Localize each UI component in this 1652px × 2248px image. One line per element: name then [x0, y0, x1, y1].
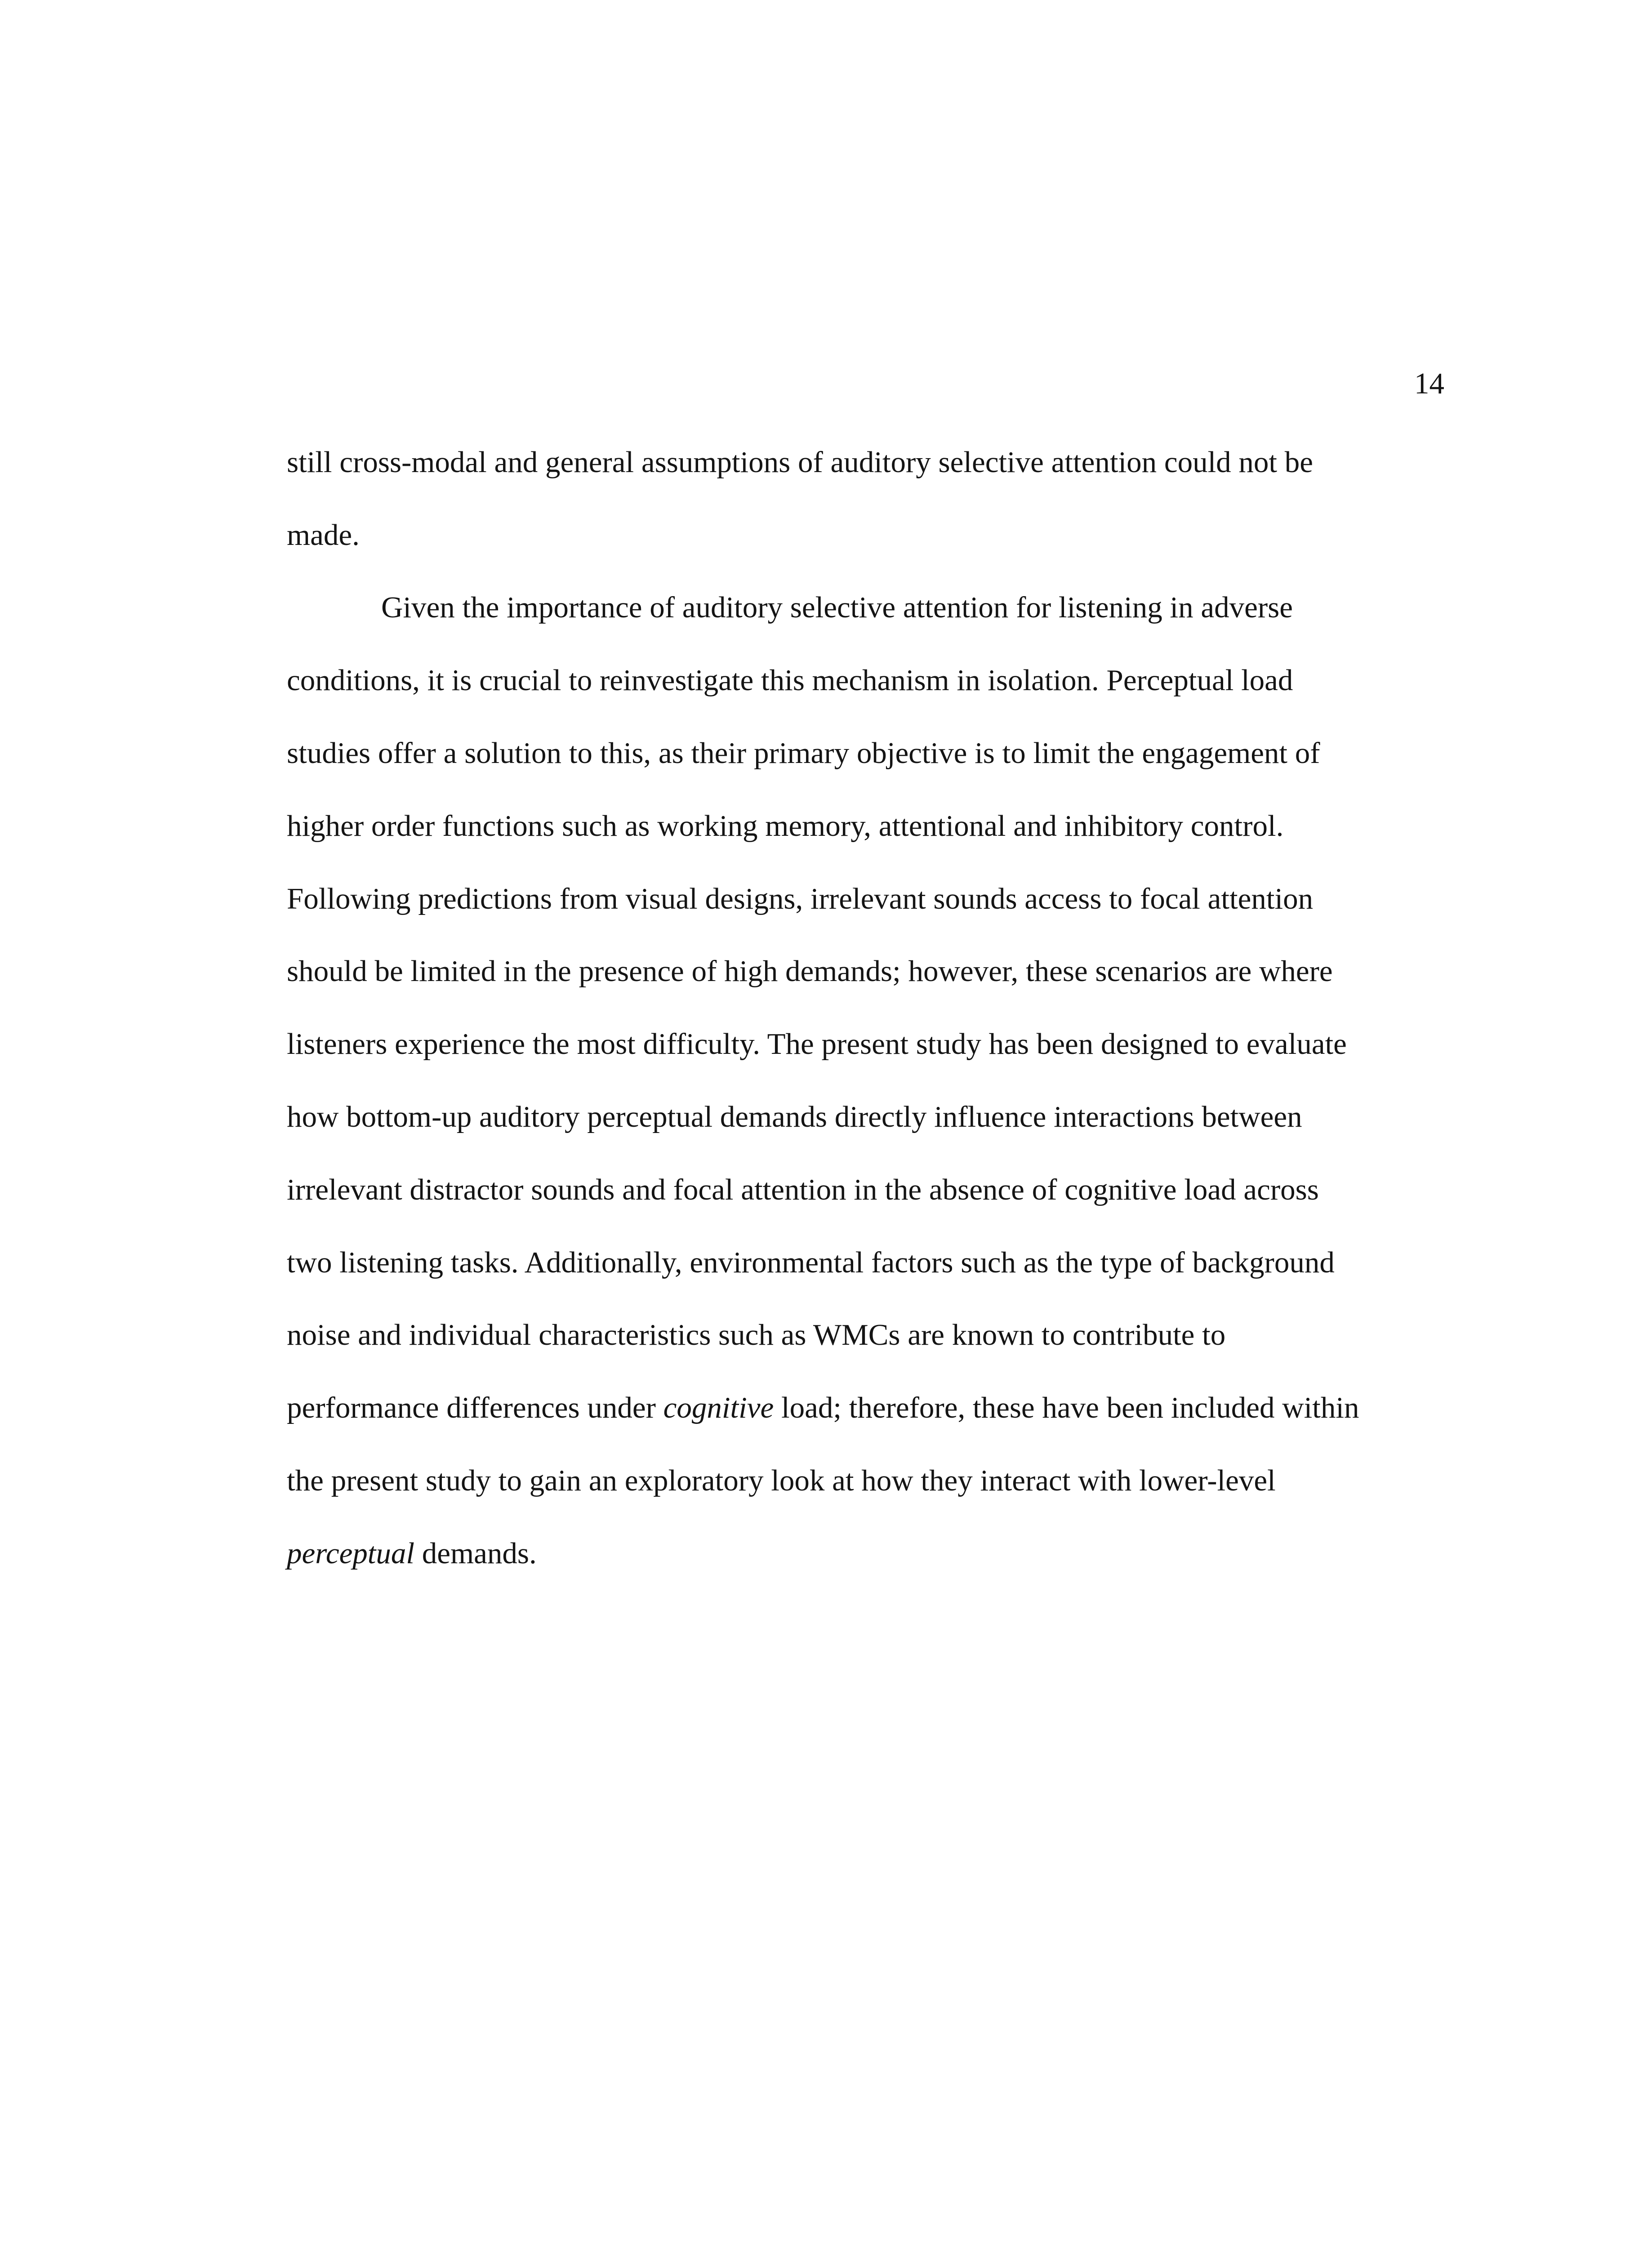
- page-number: 14: [1414, 367, 1444, 400]
- text-run: load; therefore, these have been included within: [774, 1391, 1359, 1424]
- text-line: noise and individual characteristics such as WMCs are known to contribute to: [287, 1318, 1226, 1351]
- emphasized-word: perceptual: [287, 1537, 415, 1570]
- text-line: higher order functions such as working memory, attentional and inhibitory control.: [287, 809, 1284, 843]
- text-run: performance differences under: [287, 1391, 663, 1424]
- emphasized-word: cognitive: [663, 1391, 774, 1424]
- text-line: listeners experience the most difficulty. The present study has been designed to evaluate: [287, 1027, 1347, 1061]
- text-line: how bottom-up auditory perceptual demands directly influence interactions between: [287, 1100, 1302, 1133]
- paragraph-first-line: Given the importance of auditory selective attention for listening in adverse: [381, 591, 1293, 624]
- text-line: conditions, it is crucial to reinvestigate this mechanism in isolation. Perceptual load: [287, 664, 1293, 697]
- text-line: made.: [287, 518, 360, 552]
- text-line: should be limited in the presence of high demands; however, these scenarios are where: [287, 955, 1333, 988]
- text-run: demands.: [414, 1537, 537, 1570]
- text-line: Following predictions from visual designs, irrelevant sounds access to focal attention: [287, 882, 1314, 915]
- text-line: two listening tasks. Additionally, environmental factors such as the type of background: [287, 1246, 1335, 1279]
- text-line-with-emphasis: [287, 1393, 1359, 1423]
- text-line: still cross-modal and general assumptions of auditory selective attention could not be: [287, 446, 1314, 479]
- text-line: studies offer a solution to this, as their primary objective is to limit the engagement of: [287, 736, 1320, 770]
- text-line-with-emphasis: [287, 1539, 537, 1569]
- text-line: the present study to gain an exploratory look at how they interact with lower-level: [287, 1464, 1276, 1497]
- text-line: irrelevant distractor sounds and focal attention in the absence of cognitive load across: [287, 1173, 1319, 1206]
